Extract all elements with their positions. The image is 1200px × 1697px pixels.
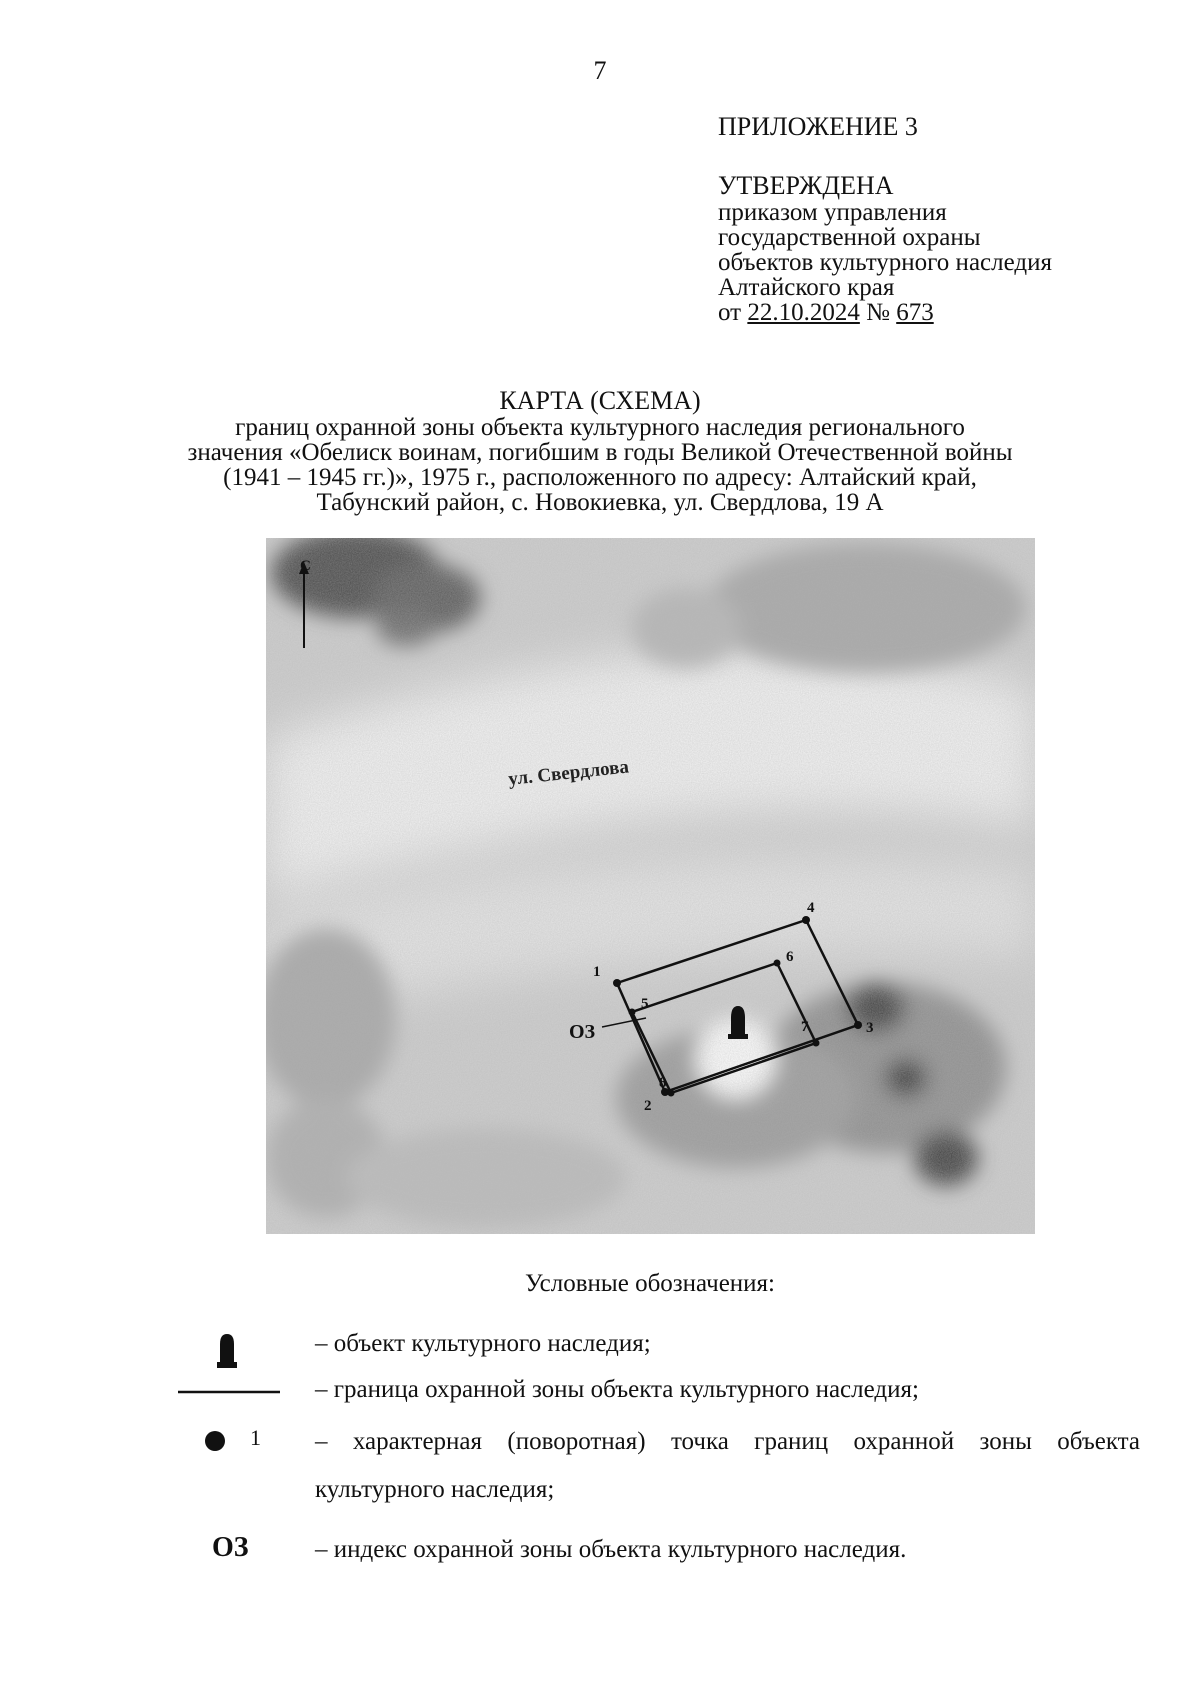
boundary-point xyxy=(854,1021,862,1029)
approval-date-line xyxy=(718,300,1158,325)
street-label: ул. Свердлова xyxy=(507,756,630,790)
point-label: 7 xyxy=(801,1019,809,1035)
legend-text: – характерная (поворотная) точка границ охранной зоны объекта культурного наследия; xyxy=(315,1428,1140,1503)
north-label: С xyxy=(300,558,311,574)
appendix-label: ПРИЛОЖЕНИЕ 3 xyxy=(718,112,918,141)
title-line: значения «Обелиск воинам, погибшим в годы Великой Отечественной войны xyxy=(187,439,1013,466)
map-scheme xyxy=(266,538,1035,1234)
order-number: 673 xyxy=(896,299,934,326)
title-line: (1941 – 1945 гг.)», 1975 г., расположенного по адресу: Алтайский край, xyxy=(223,464,977,491)
legend-text: – объект культурного наследия; xyxy=(315,1330,651,1357)
map-heading: КАРТА (СХЕМА) xyxy=(499,386,701,415)
boundary-line-icon xyxy=(160,1376,295,1416)
point-label: 4 xyxy=(807,900,815,916)
legend-item-zone-index xyxy=(160,1532,1140,1576)
approval-line: государственной охраны xyxy=(718,224,981,251)
point-marker-icon xyxy=(160,1418,295,1458)
legend-symbol xyxy=(160,1534,295,1574)
boundary-point xyxy=(813,1040,820,1047)
map-grain xyxy=(266,538,1035,1234)
point-label: 8 xyxy=(659,1075,667,1091)
legend-symbol xyxy=(160,1376,295,1416)
document-title xyxy=(160,388,1040,515)
boundary-point xyxy=(802,916,810,924)
legend-item-point xyxy=(160,1418,1140,1518)
legend-item-boundary xyxy=(160,1376,1140,1416)
legend-text: – граница охранной зоны объекта культурного наследия; xyxy=(315,1376,919,1403)
date-prefix: от xyxy=(718,299,742,326)
boundary-point xyxy=(613,979,621,987)
legend-symbol xyxy=(160,1330,295,1370)
point-label: 3 xyxy=(866,1020,874,1036)
monument-icon xyxy=(731,1006,745,1036)
boundary-point xyxy=(629,1009,636,1016)
approval-line: Алтайского края xyxy=(718,274,895,301)
legend-title: Условные обозначения: xyxy=(524,1270,776,1297)
approval-line: объектов культурного наследия xyxy=(718,249,1052,276)
monument-base xyxy=(728,1034,748,1039)
point-marker-label: 1 xyxy=(250,1425,261,1450)
zone-index-icon: ОЗ xyxy=(212,1532,249,1563)
monument-icon xyxy=(160,1330,295,1370)
approval-block xyxy=(718,114,1158,325)
approved-label: УТВЕРЖДЕНА xyxy=(718,171,894,200)
order-date: 22.10.2024 xyxy=(747,299,860,326)
zone-index-label: ОЗ xyxy=(569,1021,596,1043)
point-label: 5 xyxy=(641,996,649,1012)
number-sign: № xyxy=(866,299,890,326)
point-label: 1 xyxy=(593,964,601,980)
title-line: границ охранной зоны объекта культурного наследия регионального xyxy=(235,414,965,441)
legend-symbol xyxy=(160,1418,295,1458)
point-label: 2 xyxy=(644,1098,652,1114)
approval-line: приказом управления xyxy=(718,199,947,226)
legend-text: – индекс охранной зоны объекта культурного наследия. xyxy=(315,1536,907,1563)
title-line: Табунский район, с. Новокиевка, ул. Свердлова, 19 А xyxy=(316,489,884,516)
boundary-point xyxy=(668,1090,675,1097)
legend-item-monument xyxy=(160,1330,1140,1370)
boundary-point xyxy=(774,960,781,967)
map-canvas xyxy=(266,538,1035,1234)
page-number: 7 xyxy=(593,56,607,85)
point-label: 6 xyxy=(786,949,794,965)
